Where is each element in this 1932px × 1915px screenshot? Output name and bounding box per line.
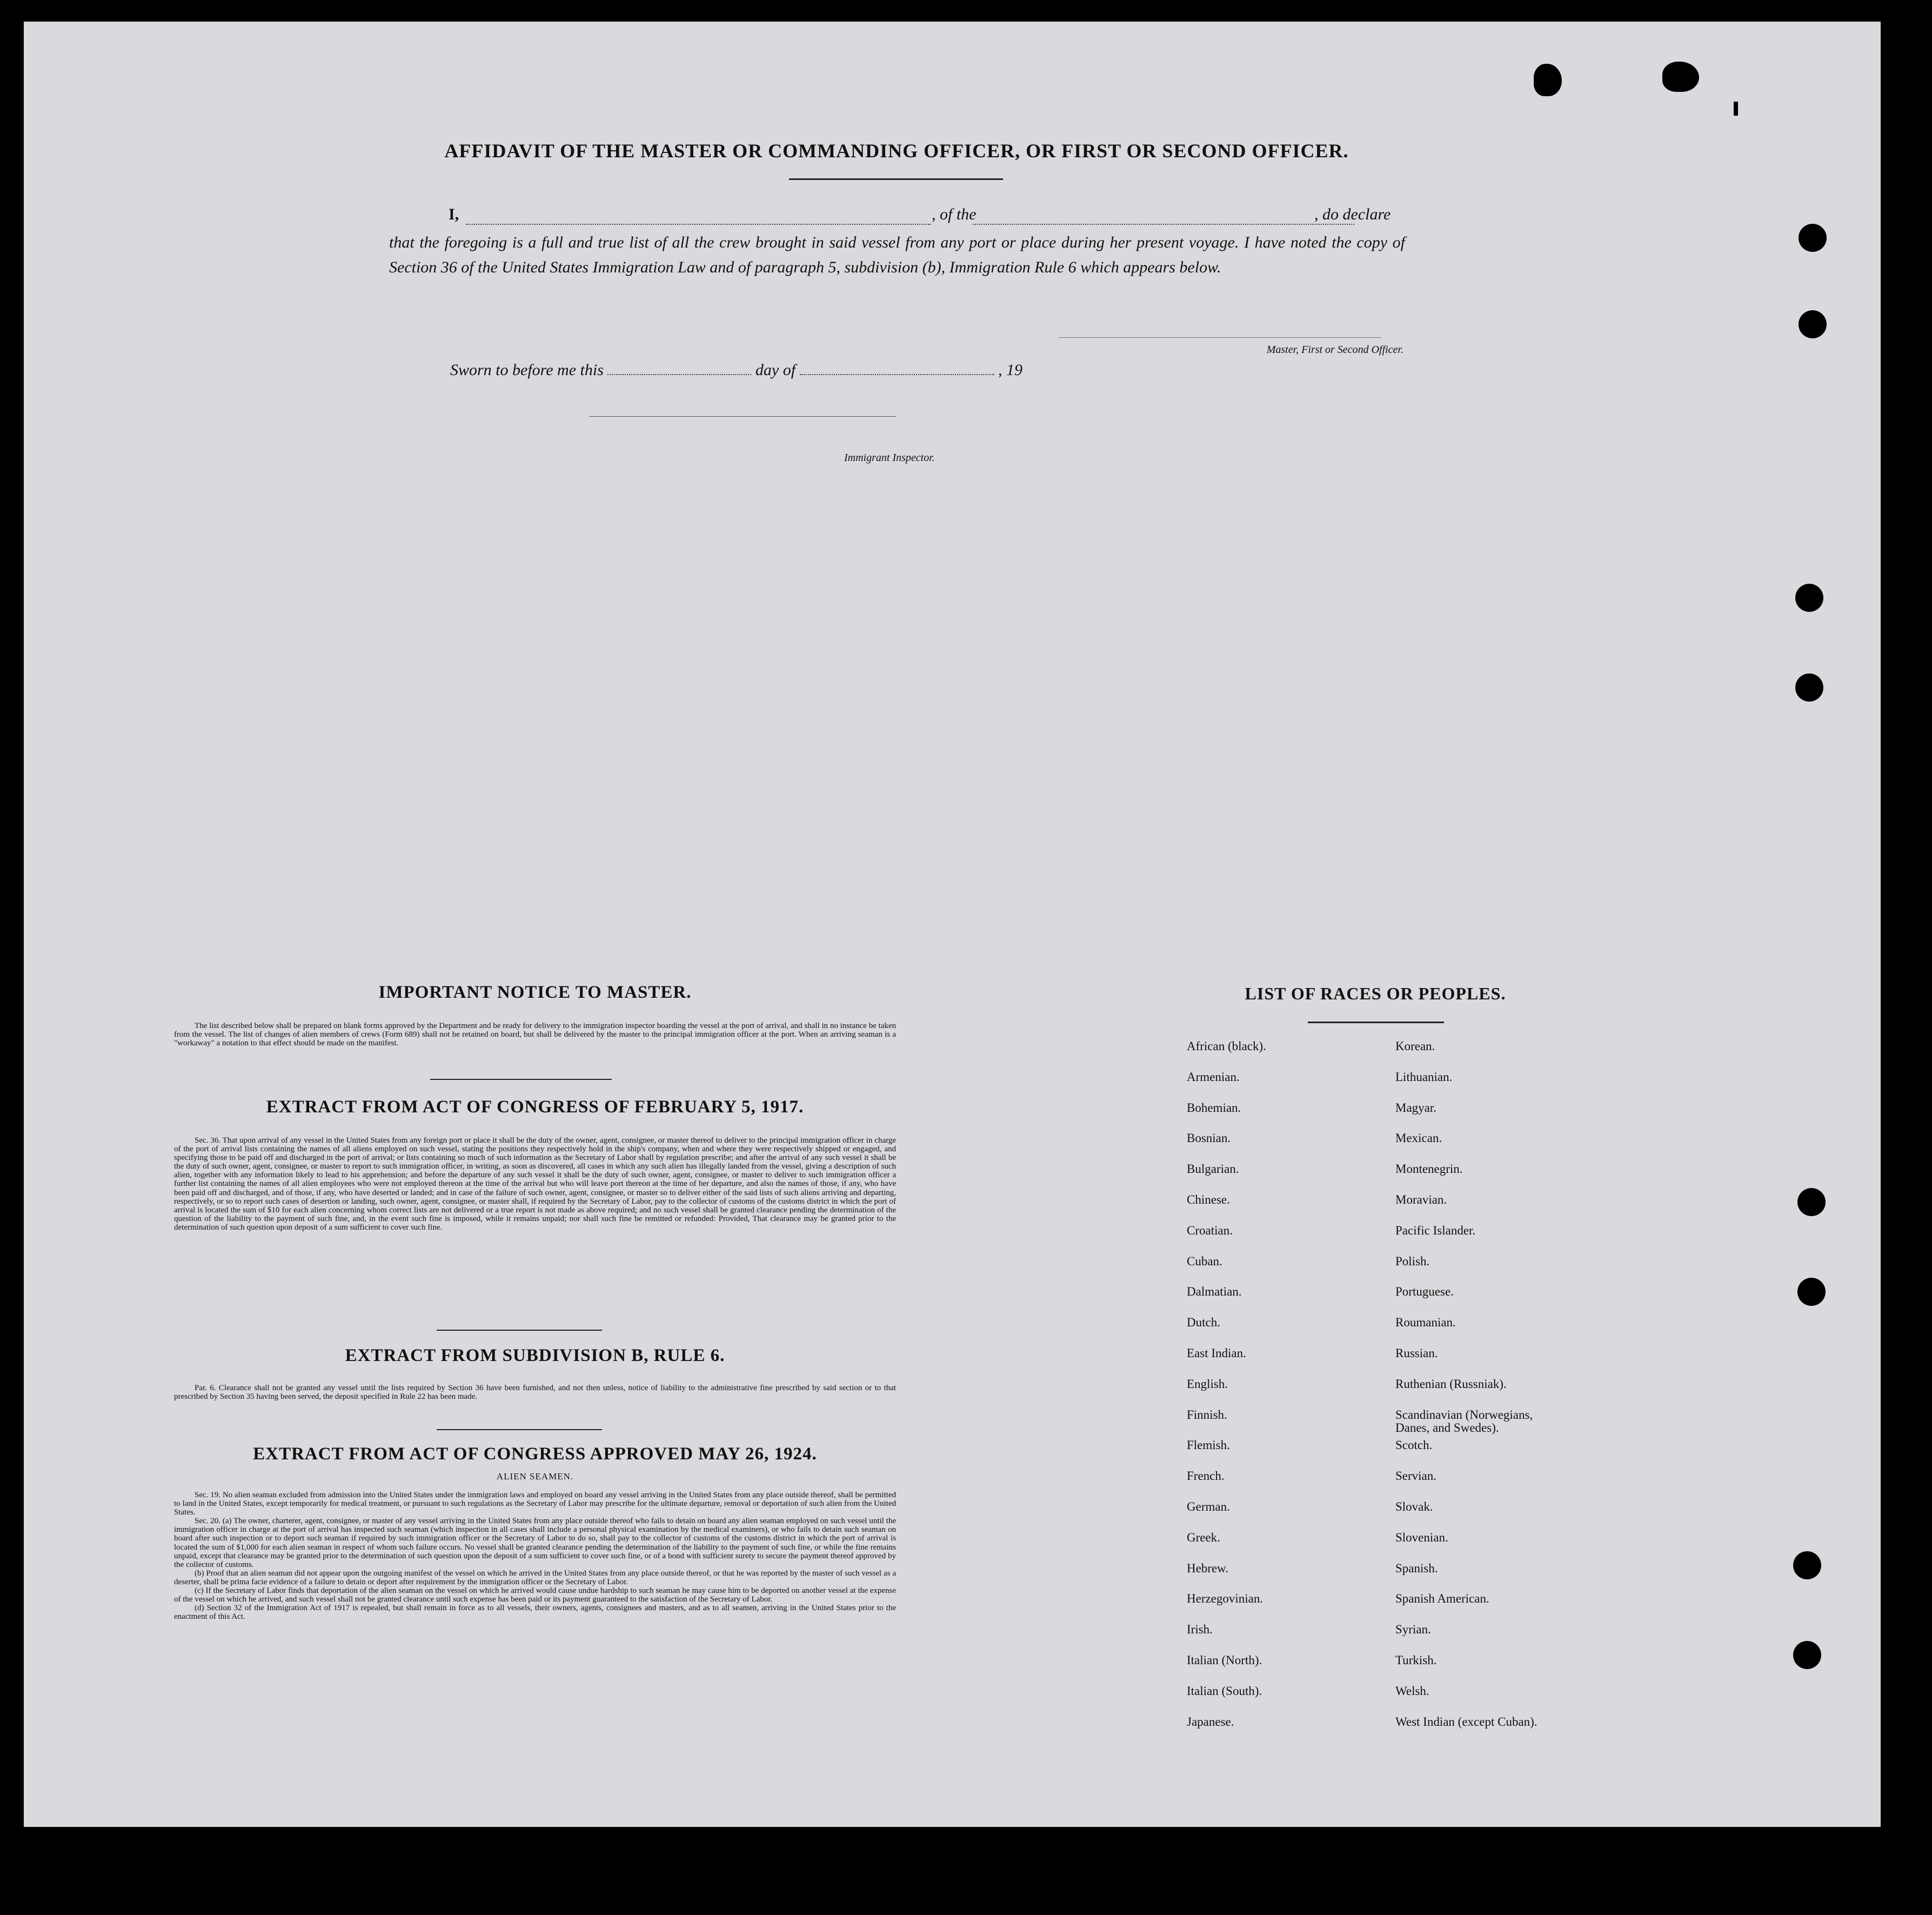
race-item: Lithuanian. — [1395, 1070, 1453, 1084]
race-item: Spanish. — [1395, 1561, 1438, 1575]
sworn-line — [450, 361, 1022, 379]
binder-hole — [1797, 1278, 1826, 1306]
races-title: LIST OF RACES OR PEOPLES. — [1245, 984, 1506, 1003]
races-left-column — [1187, 1040, 1371, 1746]
race-item: French. — [1187, 1469, 1225, 1483]
race-item: Russian. — [1395, 1346, 1438, 1360]
race-item: Greek. — [1187, 1530, 1220, 1544]
master-signature-line — [1058, 337, 1381, 338]
vessel-blank-line — [973, 224, 1354, 225]
race-item: English. — [1187, 1377, 1228, 1391]
extract-1917-title: EXTRACT FROM ACT OF CONGRESS OF FEBRUARY 5, 1917. — [266, 1097, 804, 1117]
binder-hole — [1793, 1641, 1821, 1669]
year-label: , 19 — [998, 361, 1023, 379]
race-item: Ruthenian (Russniak). — [1395, 1377, 1507, 1391]
race-item: Finnish. — [1187, 1407, 1227, 1422]
declaration-line — [389, 205, 1405, 232]
race-item: Moravian. — [1395, 1192, 1447, 1206]
race-item: Japanese. — [1187, 1714, 1234, 1729]
race-item: Scotch. — [1395, 1438, 1433, 1452]
race-item: Bosnian. — [1187, 1131, 1231, 1145]
race-item: Pacific Islander. — [1395, 1223, 1476, 1237]
ink-blot — [1534, 64, 1562, 96]
race-item: West Indian (except Cuban). — [1395, 1714, 1537, 1729]
section-divider — [430, 1079, 612, 1080]
name-blank-line — [466, 224, 931, 225]
race-item: Flemish. — [1187, 1438, 1230, 1452]
race-item: German. — [1187, 1499, 1230, 1513]
binder-hole — [1795, 673, 1823, 702]
extract-1917-text: Sec. 36. That upon arrival of any vessel in the United States from any foreign port or place it shall be the duty of the owner, agent, consignee, or master thereof to deliver to the principal immigration officer in charge of the port of arrival lists containing the names of all aliens employed on such vessel, stating the positions they respectively hold in the ship's company, when and where they were respectively shipped or engaged, and specifying those to be paid off and discharged in the port of arrival; or lists containing so much of such information as the Secretary of Labor shall by regulation prescribe; and after the arrival of any such vessel it shall be the duty of such owner, agent, consignee, or master to report to such immigration officer, in writing, as soon as discovered, all cases in which any such alien has illegally landed from the vessel, giving a description of such alien, together with any information likely to lead to his apprehension; and before the departure of any such vessel it shall be the duty of such owner, agent, consignee, or master to deliver to such immigration officer a further list containing the names of all alien employees who were not employed thereon at the time of the arrival but who will leave port thereon at the time of her departure, and also the names of those, if any, who have been paid off and discharged, and of those, if any, who have deserted or landed; and in case of the failure of such owner, agent, consignee, or master so to deliver either of the said lists of such aliens arriving and departing, respectively, or so to report such cases of desertion or landing, such owner, agent, consignee, or master shall, if required by the Secretary of Labor, pay to the collector of customs of the customs district in which the port of arrival is located the sum of $10 for each alien concerning whom correct lists are not delivered or a true report is not made as above required; and no such vessel shall be granted clearance pending the determination of the question of the liability to the payment of such fine, and, in the event such fine is imposed, while it remains unpaid; nor shall such fine be remitted or refunded: Provided, That clearance may be granted prior to the determination of such question upon deposit of a sum sufficient to cover such fine. — [174, 1136, 896, 1232]
edge-mark — [1734, 102, 1738, 116]
race-item: Dutch. — [1187, 1316, 1220, 1330]
race-item: Scandinavian (Norwegians, Danes, and Swedes). — [1395, 1407, 1533, 1434]
extract-1924-text: Sec. 19. No alien seaman excluded from admission into the United States under the immigration laws and employed on board any vessel arriving in the United States from any place outside thereof, shall be permitted to land in the United States, except temporarily for medical treatment, or pursuant to such regulations as the Secretary of Labor may prescribe for the ultimate departure, removal or deportation of such alien from the United States. Sec. 20. (a) The owner, charterer, agent, consignee, or master of any vessel arriving in the United States from any place outside thereof who fails to detain on board any alien seaman employed on such vessel until the immigration officer in charge at the port of arrival has inspected such seaman (which inspection in all cases shall include a personal physical examination by the medical examiners), or who fails to detain such seaman on board after such inspection or to deport such seaman if required by such immigration officer or the Secretary of Labor to do so, shall pay to the collector of customs of the customs district in which the port of arrival is located the sum of $1,000 for each alien seaman in respect of whom such failure occurs. No vessel shall be granted clearance pending the determination of the liability to the payment of such fine, or while the fine remains unpaid, except that clearance may be granted prior to the determination of such question upon the deposit of a sum sufficient to cover such fine, or of a bond with sufficient surety to secure the payment thereof approved by the collector of customs. (b) Proof that an alien seaman did not appear upon the outgoing manifest of the vessel on which he arrived in the United States from any place outside thereof, or that he was reported by the master of such vessel as a deserter, shall be prima facie evidence of a failure to detain or deport after requirement by the immigration officer or the Secretary of Labor. (c) If the Secretary of Labor finds that deportation of the alien seaman on the vessel on which he arrived would cause undue hardship to such seaman he may cause him to be deported on another vessel at the expense of the vessel on which he arrived, and such vessel shall not be granted clearance until such expense has been paid or its payment guaranteed to the satisfaction of the Secretary of Labor. (d) Section 32 of the Immigration Act of 1917 is repealed, but shall remain in force as to all vessels, their owners, agents, consignees and masters, and as to all seamen, arriving in the United States prior to the enactment of this Act. — [174, 1491, 896, 1622]
notice-title: IMPORTANT NOTICE TO MASTER. — [378, 983, 692, 1002]
master-signature-caption: Master, First or Second Officer. — [1266, 344, 1403, 356]
race-item: Herzegovinian. — [1187, 1592, 1264, 1606]
extract-rule6-text: Par. 6. Clearance shall not be granted any vessel until the lists required by Section 36 have been furnished, and not then unless, notice of liability to the administrative fine prescribed by said section or to that prescribed by Section 35 having been served, the deposit specified in Rule 22 has been made. — [174, 1384, 896, 1402]
race-item: Mexican. — [1395, 1131, 1442, 1145]
declaration-paragraph: that the foregoing is a full and true list of all the crew brought in said vessel from any port or place during her present voyage. I have noted the copy of Section 36 of the United States Immigration Law and of paragraph 5, subdivision (b), Immigration Rule 6 which appears below. — [389, 233, 1405, 276]
race-item: Spanish American. — [1395, 1592, 1489, 1606]
race-item: Servian. — [1395, 1469, 1437, 1483]
race-item: Italian (South). — [1187, 1684, 1262, 1698]
race-item: Montenegrin. — [1395, 1162, 1463, 1176]
race-item: Irish. — [1187, 1623, 1213, 1637]
i-label: I, — [449, 205, 459, 223]
races-title-underline — [1308, 1022, 1444, 1023]
race-item: Croatian. — [1187, 1223, 1233, 1237]
extract-1924-title: EXTRACT FROM ACT OF CONGRESS APPROVED MAY 26, 1924. — [253, 1444, 817, 1464]
inspector-caption: Immigrant Inspector. — [844, 452, 935, 464]
binder-hole — [1799, 224, 1827, 252]
race-item: Polish. — [1395, 1254, 1430, 1268]
binder-hole — [1797, 1188, 1826, 1216]
extract-rule6-title: EXTRACT FROM SUBDIVISION B, RULE 6. — [345, 1346, 725, 1365]
binder-hole — [1795, 584, 1823, 612]
races-right-column — [1395, 1040, 1622, 1746]
race-item: Bulgarian. — [1187, 1162, 1239, 1176]
race-item: Korean. — [1395, 1039, 1435, 1053]
extract-1924-subtitle: ALIEN SEAMEN. — [496, 1471, 574, 1482]
day-of-label: day of — [755, 361, 796, 379]
race-item: Bohemian. — [1187, 1100, 1241, 1115]
section-divider — [437, 1330, 602, 1331]
of-the-label: , of the — [932, 205, 977, 223]
race-item: Italian (North). — [1187, 1653, 1262, 1667]
race-item: Slovak. — [1395, 1499, 1433, 1513]
race-item: Slovenian. — [1395, 1530, 1448, 1544]
do-declare-label: , do declare — [1314, 205, 1391, 223]
affidavit-title: AFFIDAVIT OF THE MASTER OR COMMANDING OFFICER, OR FIRST OR SECOND OFFICER. — [444, 140, 1349, 162]
race-item: Armenian. — [1187, 1070, 1240, 1084]
race-item: Roumanian. — [1395, 1316, 1456, 1330]
race-item: Syrian. — [1395, 1623, 1431, 1637]
inspector-signature-line — [589, 416, 896, 417]
race-item: Chinese. — [1187, 1192, 1230, 1206]
race-item: Welsh. — [1395, 1684, 1429, 1698]
race-item: Dalmatian. — [1187, 1285, 1242, 1299]
section-divider — [437, 1429, 602, 1430]
notice-text: The list described below shall be prepared on blank forms approved by the Department and be ready for delivery to the immigration inspector boarding the vessel at the port of arrival, and shall in no instance be taken from the vessel. The list of changes of alien members of crews (Form 689) shall not be retained on board, but shall be delivered by the master to the principal immigration officer at the port. When an arriving seaman is a "workaway" a notation to that effect should be made on the manifest. — [174, 1022, 896, 1048]
race-item: Hebrew. — [1187, 1561, 1229, 1575]
sworn-prefix: Sworn to before me this — [450, 361, 604, 379]
binder-hole — [1799, 310, 1827, 338]
race-item: African (black). — [1187, 1039, 1266, 1053]
ink-blot — [1662, 62, 1699, 92]
race-item: Magyar. — [1395, 1100, 1437, 1115]
race-item: East Indian. — [1187, 1346, 1246, 1360]
race-item: Portuguese. — [1395, 1285, 1454, 1299]
binder-hole — [1793, 1551, 1821, 1579]
race-item: Turkish. — [1395, 1653, 1437, 1667]
title-underline — [789, 178, 1003, 180]
race-item: Cuban. — [1187, 1254, 1222, 1268]
